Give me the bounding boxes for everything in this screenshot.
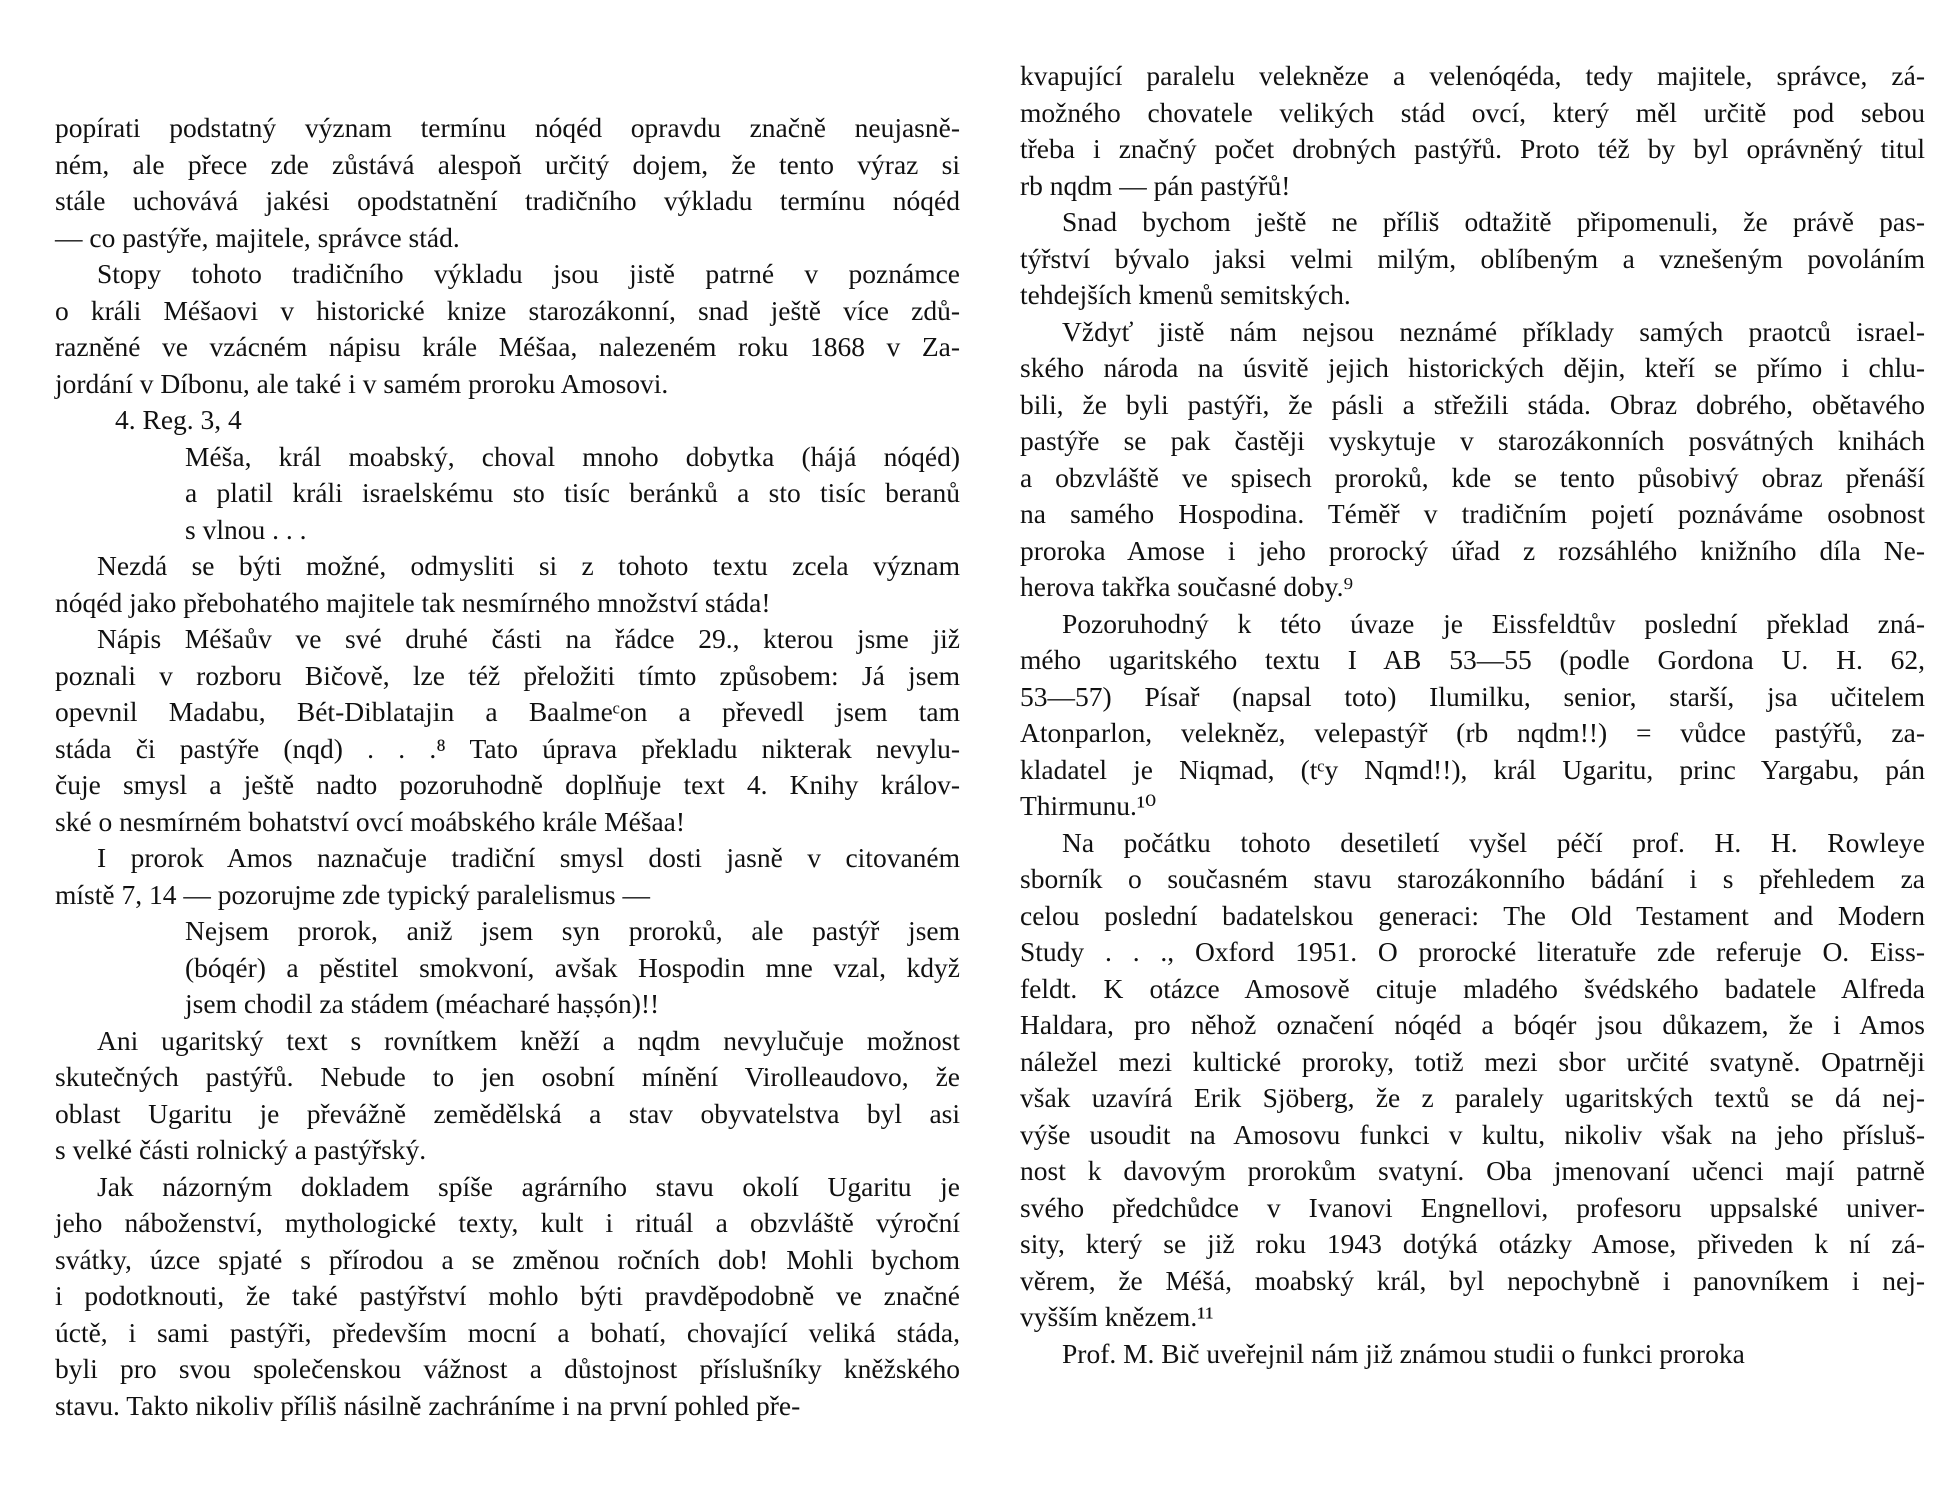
right-page-text-line: 53—57) Písař (napsal toto) Ilumilku, senior, starší, jsa učitelem: [1020, 680, 1925, 712]
left-page-text-line: popírati podstatný význam termínu nóqéd opravdu značně neujasně-: [55, 112, 960, 143]
left-page-text-line: 4. Reg. 3, 4: [115, 404, 242, 435]
right-page-text-line: bili, že byli pastýři, že pásli a střežili stáda. Obraz dobrého, obětavého: [1020, 388, 1925, 420]
right-page-text-line: Prof. M. Bič uveřejnil nám již známou studii o funkci proroka: [1062, 1337, 1745, 1369]
right-page-text-line: kvapující paralelu velekněze a velenóqéda, tedy majitele, správce, zá-: [1020, 60, 1925, 91]
right-page-text-line: však uzavírá Erik Sjöberg, že z paralely ugaritských textů se dá nej-: [1020, 1082, 1925, 1113]
right-page-text-line: tehdejších kmenů semitských.: [1020, 279, 1351, 310]
right-page-text-line: výše usoudit na Amosovu funkci v kultu, nikoliv však na jeho přísluš-: [1020, 1118, 1925, 1150]
right-page-text-line: celou poslední badatelskou generaci: The Old Testament and Modern: [1020, 899, 1925, 931]
left-page-text-line: Jak názorným dokladem spíše agrárního stavu okolí Ugaritu je: [97, 1170, 960, 1202]
left-page-text-line: svátky, úzce spjaté s přírodou a se změnou ročních dob! Mohli bychom: [55, 1243, 960, 1275]
left-page-text-line: Ani ugaritský text s rovnítkem kněží a nqdm nevylučuje možnost: [97, 1024, 960, 1056]
left-page-text-line: čuje smysl a ještě nadto pozoruhodně doplňuje text 4. Knihy králov-: [55, 769, 960, 800]
right-page-text-line: nost k davovým prorokům svatyní. Oba jmenovaní učenci mají patrně: [1020, 1155, 1925, 1186]
left-page-text-line: poznali v rozboru Bičově, lze též přeložiti tímto způsobem: Já jsem: [55, 659, 960, 691]
right-page-text-line: herova takřka současné doby.⁹: [1020, 571, 1354, 602]
right-page-text-line: vyšším knězem.¹¹: [1020, 1301, 1214, 1332]
right-page-text-line: feldt. K otázce Amosově cituje mladého švédského badatele Alfreda: [1020, 972, 1925, 1004]
left-page-text-line: skutečných pastýřů. Nebude to jen osobní mínění Virolleaudovo, že: [55, 1061, 960, 1092]
left-page-text-line: stavu. Takto nikoliv příliš násilně zachráníme i na první pohled pře-: [55, 1389, 801, 1421]
right-page-text-line: náležel mezi kultické proroky, totiž mezi sbor určité svatyně. Opatrněji: [1020, 1045, 1925, 1077]
right-page-text-line: možného chovatele velikých stád ovcí, který měl určitě pod sebou: [1020, 96, 1925, 128]
right-page-text-line: věrem, že Méšá, moabský král, byl nepochybně i panovníkem i nej-: [1020, 1264, 1925, 1296]
right-page-text-line: Thirmunu.¹⁰: [1020, 790, 1157, 821]
right-page-text-line: sborník o současném stavu starozákonního bádání i s přehledem za: [1020, 863, 1925, 894]
right-page-text-line: ského národa na úsvitě jejich historických dějin, kteří se přímo i chlu-: [1020, 352, 1925, 383]
left-page-text-line: Méša, král moabský, choval mnoho dobytka (hájá nóqéd): [185, 440, 960, 472]
right-page-text-line: Haldara, pro něhož označení nóqéd a bóqér jsou důkazem, že i Amos: [1020, 1009, 1925, 1040]
right-page-text-line: Na počátku tohoto desetiletí vyšel péčí prof. H. H. Rowleye: [1062, 826, 1925, 858]
left-page-text-line: — co pastýře, majitele, správce stád.: [55, 221, 460, 253]
right-page-text-line: sity, který se již roku 1943 dotýká otázky Amose, přiveden k ní zá-: [1020, 1228, 1925, 1259]
left-page-text-line: i podotknouti, že také pastýřství mohlo býti pravděpodobně ve značné: [55, 1280, 960, 1311]
left-page-text-line: jeho náboženství, mythologické texty, kult i rituál a obzvláště výroční: [55, 1207, 960, 1238]
left-page-text-line: Nápis Méšaův ve své druhé části na řádce 29., kterou jsme již: [97, 623, 960, 654]
right-page: [1020, 58, 1925, 1372]
right-page-text-line: Snad bychom ještě ne příliš odtažitě připomenuli, že právě pas-: [1062, 206, 1925, 237]
right-page-text-line: Atonparlon, velekněz, velepastýř (rb nqdm!!) = vůdce pastýřů, za-: [1020, 717, 1925, 748]
left-page-text-line: jsem chodil za stádem (méacharé haṣṣón)!!: [185, 988, 660, 1019]
right-page-text-line: Vždyť jistě nám nejsou neznámé příklady samých praotců israel-: [1062, 315, 1925, 347]
left-page-text-line: o králi Méšaovi v historické knize starozákonní, snad ještě více zdů-: [55, 294, 960, 326]
right-page-text-line: rb nqdm — pán pastýřů!: [1020, 169, 1291, 201]
right-page-text-line: pastýře se pak častěji vyskytuje v starozákonních posvátných knihách: [1020, 425, 1925, 456]
right-page-text-line: Study . . ., Oxford 1951. O prorocké literatuře zde referuje O. Eiss-: [1020, 936, 1925, 967]
left-page-text-line: razněné ve vzácném nápisu krále Méšaa, nalezeném roku 1868 v Za-: [55, 331, 960, 362]
right-page-text-line: týřství bývalo jaksi velmi milým, oblíbeným a vznešeným povoláním: [1020, 242, 1925, 274]
left-page-text-line: I prorok Amos naznačuje tradiční smysl dosti jasně v citovaném: [97, 842, 960, 873]
left-page-text-line: s vlnou . . .: [185, 513, 307, 545]
right-page-text-line: svého předchůdce v Ivanovi Engnellovi, profesoru uppsalské univer-: [1020, 1191, 1925, 1223]
left-page-text-line: byli pro svou společenskou vážnost a důstojnost příslušníky kněžského: [55, 1353, 960, 1384]
right-page-text-line: kladatel je Niqmad, (tᶜy Nqmd!!), král Ugaritu, princ Yargabu, pán: [1020, 753, 1925, 785]
left-page-text-line: ném, ale přece zde zůstává alespoň určitý dojem, že tento výraz si: [55, 148, 960, 180]
left-page-text-line: jordání v Díbonu, ale také i v samém proroku Amosovi.: [55, 367, 669, 399]
right-page-text-line: na samého Hospodina. Téměř v tradičním pojetí poznáváme osobnost: [1020, 498, 1925, 529]
right-page-text-line: proroka Amose i jeho prorocký úřad z rozsáhlého knižního díla Ne-: [1020, 534, 1925, 566]
left-page-text-line: opevnil Madabu, Bét-Diblatajin a Baalmeᶜon a převedl jsem tam: [55, 696, 960, 727]
left-page-text-line: Nezdá se býti možné, odmysliti si z tohoto textu zcela význam: [97, 550, 960, 581]
left-page-text-line: s velké části rolnický a pastýřský.: [55, 1134, 427, 1165]
left-page-text-line: (bóqér) a pěstitel smokvoní, avšak Hospodin mne vzal, když: [185, 951, 960, 983]
left-page-text-line: ské o nesmírném bohatství ovcí moábského krále Méšaa!: [55, 805, 686, 837]
left-page-text-line: Nejsem prorok, aniž jsem syn proroků, ale pastýř jsem: [185, 915, 960, 946]
left-page: [55, 110, 960, 1424]
left-page-text-line: úctě, i sami pastýři, především mocní a bohatí, chovající veliká stáda,: [55, 1316, 960, 1348]
left-page-text-line: Stopy tohoto tradičního výkladu jsou jistě patrné v poznámce: [97, 258, 960, 289]
left-page-text-line: a platil králi israelskému sto tisíc beránků a sto tisíc beranů: [185, 477, 960, 508]
right-page-text-line: a obzvláště ve spisech proroků, kde se tento působivý obraz přenáší: [1020, 461, 1925, 493]
left-page-text-line: místě 7, 14 — pozorujme zde typický paralelismus —: [55, 878, 650, 910]
right-page-text-line: mého ugaritského textu I AB 53—55 (podle Gordona U. H. 62,: [1020, 644, 1925, 675]
left-page-text-line: stále uchovává jakési opodstatnění tradičního výkladu termínu nóqéd: [55, 185, 960, 216]
left-page-text-line: nóqéd jako přebohatého majitele tak nesmírného množství stáda!: [55, 586, 771, 618]
right-page-text-line: třeba i značný počet drobných pastýřů. Proto též by byl oprávněný titul: [1020, 133, 1925, 164]
left-page-text-line: stáda či pastýře (nqd) . . .⁸ Tato úprava překladu nikterak nevylu-: [55, 732, 960, 764]
left-page-text-line: oblast Ugaritu je převážně zemědělská a stav obyvatelstva byl asi: [55, 1097, 960, 1129]
right-page-text-line: Pozoruhodný k této úvaze je Eissfeldtův poslední překlad zná-: [1062, 607, 1925, 639]
